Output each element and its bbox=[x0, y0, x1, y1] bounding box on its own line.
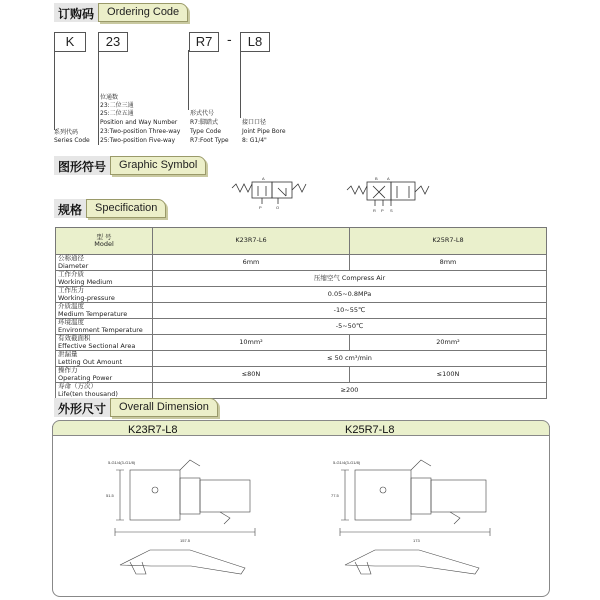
position-item-25: 25:二位五通 bbox=[100, 110, 134, 117]
model-k25: K25R7-L8 bbox=[350, 228, 547, 255]
model-label-en: Model bbox=[94, 240, 114, 248]
spec-row-pressure: 工作压力 Working-pressure 0.05~0.8MPa bbox=[56, 287, 547, 303]
pipe-bore-cn: 接口口径 bbox=[242, 119, 267, 126]
spec-row-medium-temp: 介质温度 Medium Temperature -10~55℃ bbox=[56, 303, 547, 319]
spec-title-cn: 规格 bbox=[54, 199, 86, 218]
spec-header-row bbox=[56, 228, 547, 255]
position-item-23: 23:二位三通 bbox=[100, 102, 134, 109]
spec-row-env-temp: 环境温度 Environment Temperature -5~50℃ bbox=[56, 319, 547, 335]
svg-text:P: P bbox=[259, 205, 262, 210]
overall-title-en: Overall Dimension bbox=[110, 398, 218, 417]
spec-row-diameter: 公称通径 Diameter 6mm 8mm bbox=[56, 255, 547, 271]
code-box-series: K bbox=[54, 32, 86, 52]
svg-text:S: S bbox=[390, 208, 393, 213]
code-separator: - bbox=[227, 31, 232, 47]
position-en-item-23: 23:Two-position Three-way bbox=[100, 128, 181, 135]
svg-text:A: A bbox=[262, 176, 265, 181]
code-box-pipe: L8 bbox=[240, 32, 270, 52]
type-code-en: Type Code bbox=[190, 128, 222, 135]
ordering-code-title-cn: 订购码 bbox=[54, 3, 98, 22]
model-k23: K23R7-L6 bbox=[153, 228, 350, 255]
right-port-label: 5-G1/4(3-G1/8) bbox=[333, 460, 361, 465]
type-code-cn: 形式代号 bbox=[190, 110, 215, 117]
spec-table bbox=[55, 227, 547, 399]
position-cn-title: 位通数 bbox=[100, 94, 119, 101]
left-valve-drawing bbox=[100, 450, 270, 590]
pipe-bore-item: 8: G1/4" bbox=[242, 137, 267, 144]
series-code-en: Series Code bbox=[54, 137, 90, 144]
position-en-item-25: 25:Two-position Five-way bbox=[100, 137, 176, 144]
spec-header bbox=[54, 199, 166, 218]
left-port-label: 5-G1/4(3-G1/8) bbox=[108, 460, 136, 465]
left-width-dim: 157.5 bbox=[180, 538, 191, 543]
spec-row-medium: 工作介质 Working Medium 压缩空气 Compress Air bbox=[56, 271, 547, 287]
ordering-code-title-en: Ordering Code bbox=[98, 3, 188, 22]
svg-text:B: B bbox=[375, 176, 378, 181]
spec-row-life: 寿命（万次） Life(ten thousand) ≥200 bbox=[56, 383, 547, 399]
graphic-symbol-title-en: Graphic Symbol bbox=[110, 156, 206, 175]
right-width-dim: 173 bbox=[413, 538, 420, 543]
svg-text:P: P bbox=[381, 208, 384, 213]
left-height-dim: 51.5 bbox=[106, 493, 114, 498]
type-code-en-item: R7:Foot Type bbox=[190, 137, 229, 144]
model-label-cn: 型 号 bbox=[96, 232, 112, 241]
left-model-title: K23R7-L8 bbox=[128, 424, 178, 436]
overall-title-cn: 外形尺寸 bbox=[54, 398, 110, 417]
spec-row-area: 有效截面积 Effective Sectional Area 10mm² 20mm² bbox=[56, 335, 547, 351]
overall-dimension-header bbox=[54, 398, 218, 417]
svg-text:R: R bbox=[373, 208, 376, 213]
position-en-title: Position and Way Number bbox=[100, 119, 178, 126]
svg-text:O: O bbox=[276, 205, 280, 210]
right-valve-drawing bbox=[325, 450, 505, 590]
type-code-cn-item: R7:脚踏式 bbox=[190, 119, 219, 126]
spec-row-leak: 泄漏量 Letting Out Amount ≤ 50 cm³/min bbox=[56, 351, 547, 367]
symbol-5-way-valve bbox=[345, 176, 435, 216]
graphic-symbol-title-cn: 图形符号 bbox=[54, 156, 110, 175]
code-box-type: R7 bbox=[189, 32, 219, 52]
ordering-code-header bbox=[54, 3, 188, 22]
spec-row-power: 操作力 Operating Power ≤80N ≤100N bbox=[56, 367, 547, 383]
right-model-title: K25R7-L8 bbox=[345, 424, 395, 436]
graphic-symbol-header bbox=[54, 156, 206, 175]
series-code-cn: 系列代码 bbox=[54, 129, 79, 136]
right-height-dim: 77.5 bbox=[331, 493, 339, 498]
spec-title-en: Specification bbox=[86, 199, 166, 218]
symbol-3-way-valve bbox=[230, 176, 310, 212]
code-box-position: 23 bbox=[98, 32, 128, 52]
svg-text:A: A bbox=[387, 176, 390, 181]
pipe-bore-en: Joint Pipe Bore bbox=[242, 128, 286, 135]
